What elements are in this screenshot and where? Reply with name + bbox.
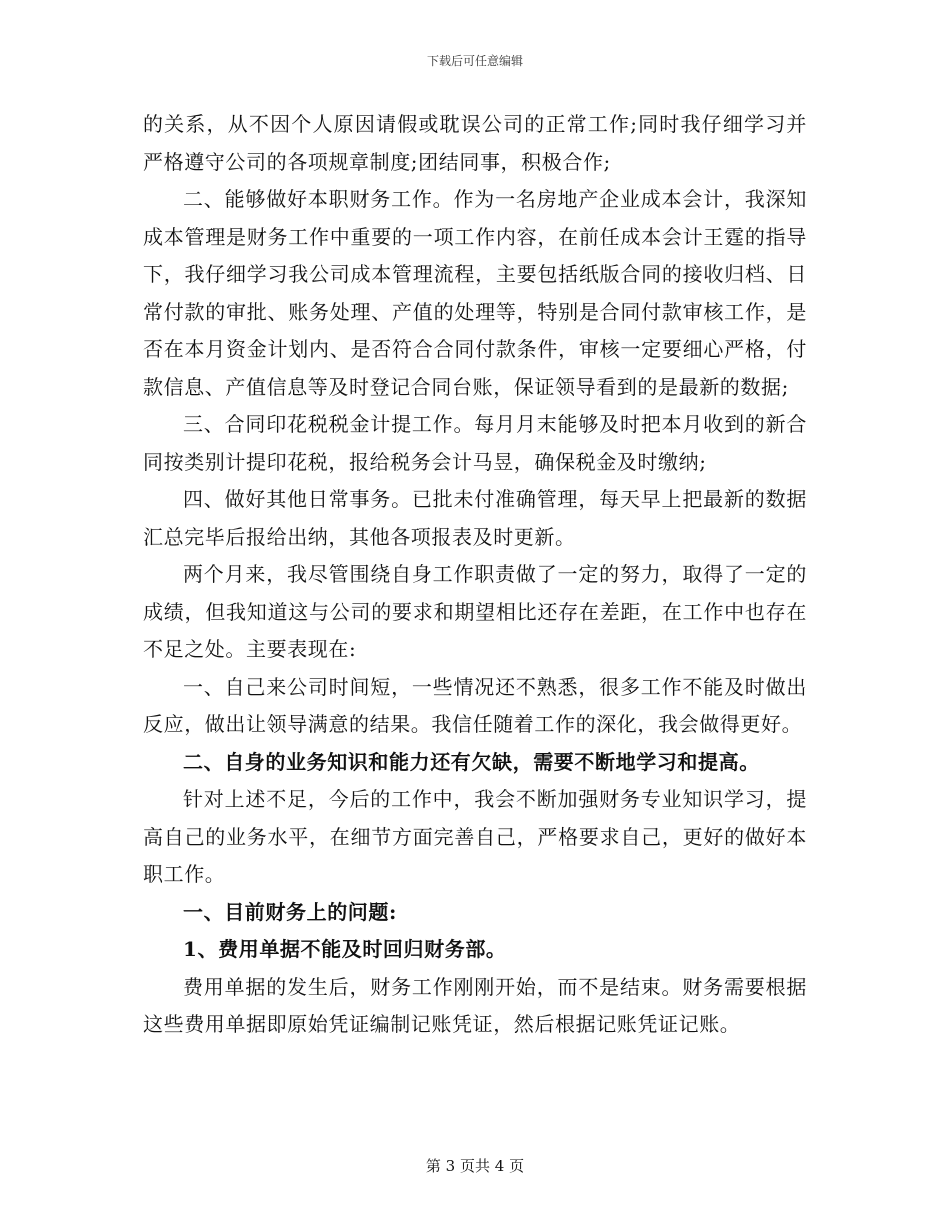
page-footer: 第 3 页共 4 页	[425, 1157, 525, 1175]
page-header: 下载后可任意编辑	[426, 54, 523, 68]
section-heading: 一、目前财务上的问题:	[183, 899, 397, 924]
paragraph-1: 的关系，从不因个人原因请假或耽误公司的正常工作;同时我仔细学习并严格遵守公司的各项规章制度;团结同事，积极合作;	[143, 112, 807, 174]
paragraph-11: 费用单据的发生后，财务工作刚刚开始，而不是结束。财务需要根据这些费用单据即原始凭证编制记账凭证，然后根据记账凭证记账。	[143, 974, 807, 1036]
subsection-heading: 1、费用单据不能及时回归财务部。	[183, 937, 507, 961]
paragraph-6: 一、自己来公司时间短，一些情况还不熟悉，很多工作不能及时做出反应，做出让领导满意的结果。我信任随着工作的深化，我会做得更好。	[143, 674, 807, 736]
paragraph-7-heading: 二、自身的业务知识和能力还有欠缺，需要不断地学习和提高。	[183, 749, 760, 774]
paragraph-4: 四、做好其他日常事务。已批未付准确管理，每天早上把最新的数据汇总完毕后报给出纳，其他各项报表及时更新。	[143, 487, 807, 549]
paragraph-2: 二、能够做好本职财务工作。作为一名房地产企业成本会计，我深知成本管理是财务工作中重要的一项工作内容，在前任成本会计王霆的指导下，我仔细学习我公司成本管理流程，主要包括纸版合同的接收归档、日常付款的审批、账务处理、产值的处理等，特别是合同付款审核工作，是否在本月资金计划内、是否符合合同付款条件，审核一定要细心严格，付款信息、产值信息等及时登记合同台账，保证领导看到的是最新的数据;	[143, 187, 807, 399]
paragraph-3: 三、合同印花税税金计提工作。每月月末能够及时把本月收到的新合同按类别计提印花税，报给税务会计马昱，确保税金及时缴纳;	[143, 412, 807, 474]
document-body	[143, 106, 807, 1044]
paragraph-8: 针对上述不足，今后的工作中，我会不断加强财务专业知识学习，提高自己的业务水平，在细节方面完善自己，严格要求自己，更好的做好本职工作。	[143, 787, 807, 886]
paragraph-5: 两个月来，我尽管围绕自身工作职责做了一定的努力，取得了一定的成绩，但我知道这与公司的要求和期望相比还存在差距，在工作中也存在不足之处。主要表现在:	[143, 562, 807, 661]
